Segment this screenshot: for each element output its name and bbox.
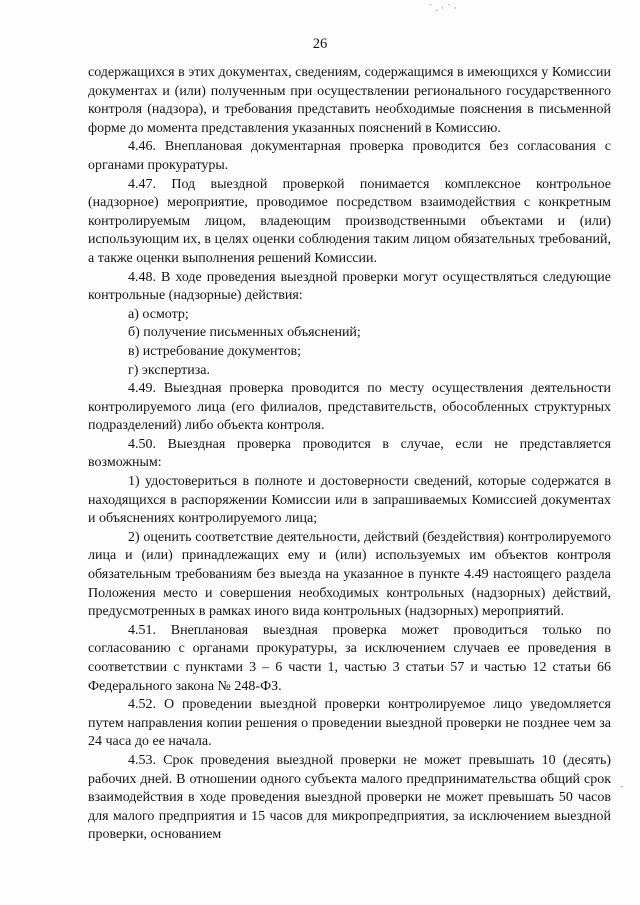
paragraph: содержащихся в этих документах, сведениям, содержащимся в имеющихся у Комиссии документах и (или) полученным при осуществлении регионального государственного контроля (надзора), и требования представить необходимые пояснения в письменной форме до момента представления указанных пояснений в Комиссию. xyxy=(88,65,611,136)
paragraph: 2) оценить соответствие деятельности, действий (бездействия) контролируемого лица и (или) принадлежащих ему и (или) используемых им объектов контроля обязательным требованиям без выезда на указанное в пункте 4.49 настоящего раздела Положения место и совершения необходимых контрольных (надзорных) действий, предусмотренных в рамках иного вида контрольных (надзорных) мероприятий. xyxy=(88,529,611,620)
paragraph: 4.52. О проведении выездной проверки контролируемое лицо уведомляется путем направления копии решения о проведении выездной проверки не позднее чем за 24 часа до ее начала. xyxy=(88,697,611,750)
document-body xyxy=(88,64,611,845)
paragraph: г) экспертиза. xyxy=(128,362,210,378)
paragraph: а) осмотр; xyxy=(128,306,189,322)
paragraph: в) истребование документов; xyxy=(128,343,301,359)
paragraph: 4.51. Внеплановая выездная проверка может проводиться только по согласованию с органами прокуратуры, за исключением случаев ее проведения в соответствии с пунктами 3 – 6 части 1, частью 3 статьи 57 и частью 12 статьи 66 Федерального закона № 248-ФЗ. xyxy=(88,622,611,694)
paragraph: 4.47. Под выездной проверкой понимается комплексное контрольное (надзорное) мероприятие, проводимое посредством взаимодействия с конкретным контролируемым лицом, владеющим производственными объектами и (или) использующим их, в целях оценки соблюдения таким лицом обязательных требований, а также оценки выполнения решений Комиссии. xyxy=(88,176,611,266)
scan-artifact: - xyxy=(620,782,624,792)
page-number: 26 xyxy=(312,36,328,52)
paragraph: 4.46. Внеплановая документарная проверка проводится без согласования с органами прокуратуры. xyxy=(88,139,611,173)
paragraph: 4.53. Срок проведения выездной проверки не может превышать 10 (десять) рабочих дней. В отношении одного субъекта малого предпринимательства общий срок взаимодействия в ходе проведения выездной проверки не может превышать 50 часов для малого предприятия и 15 часов для микропредприятия, за исключением выездной проверки, основанием xyxy=(88,752,611,843)
paragraph: 4.49. Выездная проверка проводится по месту осуществления деятельности контролируемого лица (его филиалов, представительств, обособленных структурных подразделений) либо объекта контроля. xyxy=(88,381,611,434)
paragraph: 4.50. Выездная проверка проводится в случае, если не представляется возможным: xyxy=(88,436,611,471)
scan-artifact: ˙ . · ˙ · xyxy=(428,4,458,14)
paragraph: б) получение письменных объяснений; xyxy=(128,325,361,341)
paragraph: 4.48. В ходе проведения выездной проверки могут осуществляться следующие контрольные (надзорные) действия: xyxy=(88,269,611,304)
paragraph: 1) удостовериться в полноте и достоверности сведений, которые содержатся в находящихся в распоряжении Комиссии или в запрашиваемых Комиссией документах и объяснениях контролируемого лица; xyxy=(88,474,611,527)
